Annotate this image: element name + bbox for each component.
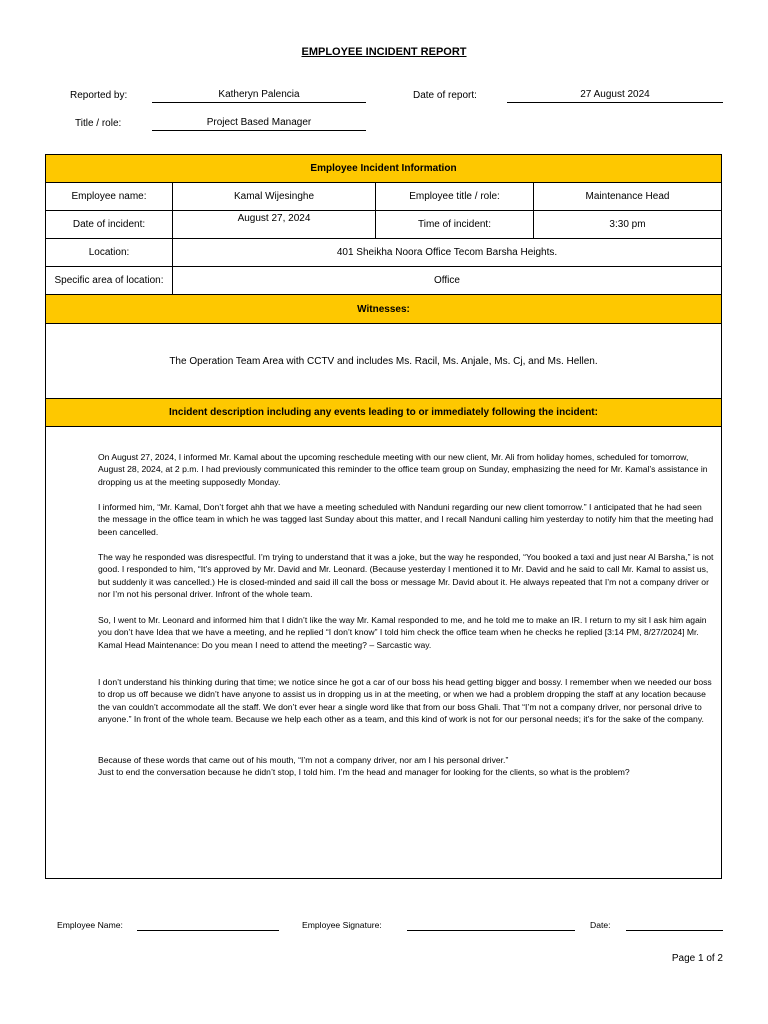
specific-area-label: Specific area of location: <box>46 267 173 294</box>
incident-time-row <box>46 211 721 239</box>
description-section-title: Incident description including any events leading to or immediately following the incident: <box>169 407 598 418</box>
employee-row <box>46 183 721 211</box>
witnesses-field[interactable] <box>46 324 721 399</box>
location-row <box>46 239 721 267</box>
description-paragraph: I don’t understand his thinking during that time; we notice since he got a car of our boss his head getting bigger and bossy. I remember when we needed our boss to drop us off because we didn’t have anyone to assist us in dropping us in at the meeting, or when we had a problem dropping the staff at any location because the van couldn’t accommodate all the staff. We don’t ever hear a single word like that from our boss Ghali. That “I’m not a company driver, nor personal drive to anyone.” In front of the whole team. Because we help each other as a team, and this kind of work is not for our personal needs; it’s for the sake of the company. <box>98 677 712 724</box>
title-role-label: Title / role: <box>75 118 122 129</box>
footer-employee-name-label: Employee Name: <box>57 920 123 930</box>
time-of-incident-label: Time of incident: <box>376 211 534 238</box>
date-of-report-label: Date of report: <box>413 90 477 101</box>
employee-title-field[interactable]: Maintenance Head <box>585 191 670 202</box>
employee-title-label: Employee title / role: <box>376 183 534 210</box>
witnesses-section-header <box>46 295 721 324</box>
description-paragraph: So, I went to Mr. Leonard and informed him that I didn’t like the way Mr. Kamal responded to me, and he told me to make an IR. I return to my sit I ask him again you don’t have Idea that we have a meeting, and he replied “I don’t know” I told him check the office team when he checks he replied [3:14 PM, 8/27/2024] Mr. Kamal Head Maintenance: Do you mean I need to attend the meeting? – Sarcastic way. <box>98 615 707 650</box>
time-of-incident-field[interactable]: 3:30 pm <box>609 219 646 230</box>
description-paragraph: Just to end the conversation because he didn’t stop, I told him. I’m the head and manager for looking for the clients, so what is the problem? <box>98 767 630 777</box>
date-of-incident-field[interactable]: August 27, 2024 <box>173 211 376 238</box>
description-paragraph: Because of these words that came out of his mouth, “I’m not a company driver, nor am I his personal driver.” <box>98 755 509 765</box>
footer-date-field[interactable] <box>626 930 723 931</box>
specific-area-row <box>46 267 721 295</box>
specific-area-field[interactable]: Office <box>434 275 460 286</box>
footer-employee-signature-field[interactable] <box>407 930 575 931</box>
description-paragraph: I informed him, “Mr. Kamal, Don’t forget ahh that we have a meeting scheduled with Nanduni regarding our new client tomorrow.” I anticipated that he had seen the message in the office team in which he was tagged last Sunday about this matter, and I recall Nanduni calling him yesterday to notify him that the meeting had been cancelled. <box>98 502 714 537</box>
witnesses-section-title: Witnesses: <box>357 303 410 315</box>
reported-by-field[interactable]: Katheryn Palencia <box>152 88 366 103</box>
footer-employee-name-field[interactable] <box>137 930 279 931</box>
location-label: Location: <box>46 239 173 266</box>
employee-name-label: Employee name: <box>46 183 173 210</box>
info-section-title: Employee Incident Information <box>310 163 457 174</box>
info-section-header <box>46 155 721 183</box>
incident-form <box>45 154 722 879</box>
witnesses-text: The Operation Team Area with CCTV and includes Ms. Racil, Ms. Anjale, Ms. Cj, and Ms. Hellen. <box>169 355 598 367</box>
location-field[interactable]: 401 Sheikha Noora Office Tecom Barsha Heights. <box>336 247 558 258</box>
title-role-field[interactable]: Project Based Manager <box>152 116 366 131</box>
description-paragraph: The way he responded was disrespectful. I’m trying to understand that it was a joke, but the way he responded, “You booked a taxi and just near Al Barsha,” is not good. I responded to him, “It’s approved by Mr. David and Mr. Leonard. (Because yesterday I mentioned it to Mr. David and he said to call Mr. Kamal to assist us, but suddenly it was cancelled.) He is closed-minded and said ill call the boss or message Mr. David about it. He always repeated that I’m not a company driver or nor I’m not his personal driver. Infront of the whole team. <box>98 552 714 599</box>
employee-name-field[interactable]: Kamal Wijesinghe <box>173 183 376 210</box>
footer-employee-signature-label: Employee Signature: <box>302 920 382 930</box>
description-paragraph: On August 27, 2024, I informed Mr. Kamal about the upcoming reschedule meeting with our new client, Mr. Ali from holiday homes, scheduled for tomorrow, August 28, 2024, at 2 p.m. I had previously communicated this reminder to the office team group on Sunday, emphasizing the need for Mr. Kamal’s assistance in dropping us at the meeting supposedly Monday. <box>98 452 708 487</box>
footer-date-label: Date: <box>590 920 611 930</box>
date-of-incident-label: Date of incident: <box>46 211 173 238</box>
reported-by-label: Reported by: <box>70 90 128 101</box>
report-title: EMPLOYEE INCIDENT REPORT <box>301 46 467 58</box>
page-number: Page 1 of 2 <box>671 953 723 964</box>
date-of-report-field[interactable]: 27 August 2024 <box>507 88 723 103</box>
description-section-header <box>46 399 721 427</box>
